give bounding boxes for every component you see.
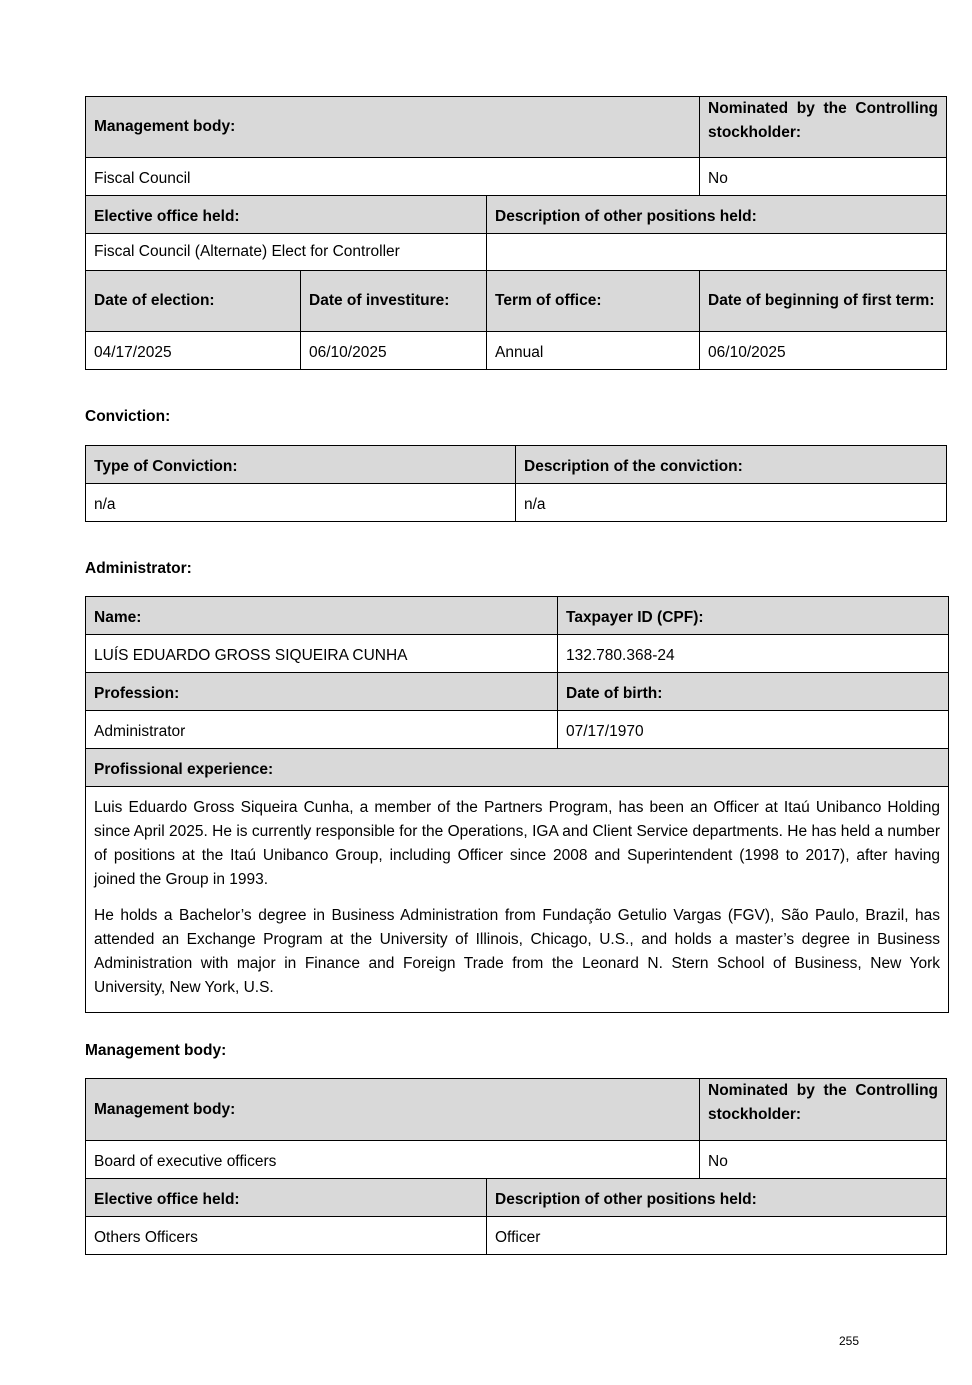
elective-office-label: Elective office held:	[86, 196, 487, 234]
mgmt-body-value-2: Board of executive officers	[86, 1141, 700, 1179]
nominated-label-2: Nominated by the Controlling stockholder:	[700, 1079, 947, 1141]
management-body-table-2	[85, 1078, 947, 1255]
election-date-label: Date of election:	[86, 271, 301, 332]
birth-date-label: Date of birth:	[558, 673, 949, 711]
cpf-label: Taxpayer ID (CPF):	[558, 597, 949, 635]
management-body-table-1	[85, 96, 947, 370]
page-number: 255	[839, 1334, 860, 1348]
first-term-value: 06/10/2025	[700, 332, 947, 370]
elective-office-value: Fiscal Council (Alternate) Elect for Controller	[86, 234, 487, 271]
elective-office-value-2: Others Officers	[86, 1217, 487, 1255]
name-value: LUÍS EDUARDO GROSS SIQUEIRA CUNHA	[86, 635, 558, 673]
conviction-desc-value: n/a	[516, 484, 947, 522]
mgmt-body-value: Fiscal Council	[86, 158, 700, 196]
elective-office-label-2: Elective office held:	[86, 1179, 487, 1217]
cpf-value: 132.780.368-24	[558, 635, 949, 673]
nominated-value-2: No	[700, 1141, 947, 1179]
mgmt-body-label-2: Management body:	[86, 1079, 700, 1141]
conviction-desc-label: Description of the conviction:	[516, 446, 947, 484]
election-date-value: 04/17/2025	[86, 332, 301, 370]
other-positions-value	[487, 234, 947, 271]
term-label: Term of office:	[487, 271, 700, 332]
mgmt-body-label: Management body:	[86, 97, 700, 158]
nominated-label: Nominated by the Controlling stockholder:	[700, 97, 947, 158]
other-positions-label-2: Description of other positions held:	[487, 1179, 947, 1217]
profession-label: Profession:	[86, 673, 558, 711]
conviction-table	[85, 445, 947, 522]
first-term-label: Date of beginning of first term:	[700, 271, 947, 332]
name-label: Name:	[86, 597, 558, 635]
experience-label: Profissional experience:	[86, 749, 949, 787]
nominated-value: No	[700, 158, 947, 196]
administrator-table	[85, 596, 949, 1013]
other-positions-label: Description of other positions held:	[487, 196, 947, 234]
term-value: Annual	[487, 332, 700, 370]
conviction-heading: Conviction:	[85, 408, 171, 425]
experience-text	[86, 787, 949, 1013]
other-positions-value-2: Officer	[487, 1217, 947, 1255]
conviction-type-label: Type of Conviction:	[86, 446, 516, 484]
conviction-type-value: n/a	[86, 484, 516, 522]
administrator-heading: Administrator:	[85, 560, 192, 577]
experience-paragraph-2: He holds a Bachelor’s degree in Business Administration from Fundação Getulio Vargas (FGV), São Paulo, Brazil, has attended an Exchange Program at the University of Illinois, Chicago, U.S., and holds a master’s degree in Business Administration with major in Finance and Foreign Trade from the Leonard N. Stern School of Business, New York University, New York, U.S.	[94, 907, 940, 996]
birth-date-value: 07/17/1970	[558, 711, 949, 749]
investiture-date-value: 06/10/2025	[301, 332, 487, 370]
experience-paragraph-1: Luis Eduardo Gross Siqueira Cunha, a member of the Partners Program, has been an Officer at Itaú Unibanco Holding since April 2025. He is currently responsible for the Operations, IGA and Client Service departments. He has held a number of positions at the Itaú Unibanco Group, including Officer since 2008 and Superintendent (1998 to 2017), after having joined the Group in 1993.	[94, 799, 940, 888]
management-body-heading: Management body:	[85, 1042, 227, 1059]
profession-value: Administrator	[86, 711, 558, 749]
investiture-date-label: Date of investiture:	[301, 271, 487, 332]
